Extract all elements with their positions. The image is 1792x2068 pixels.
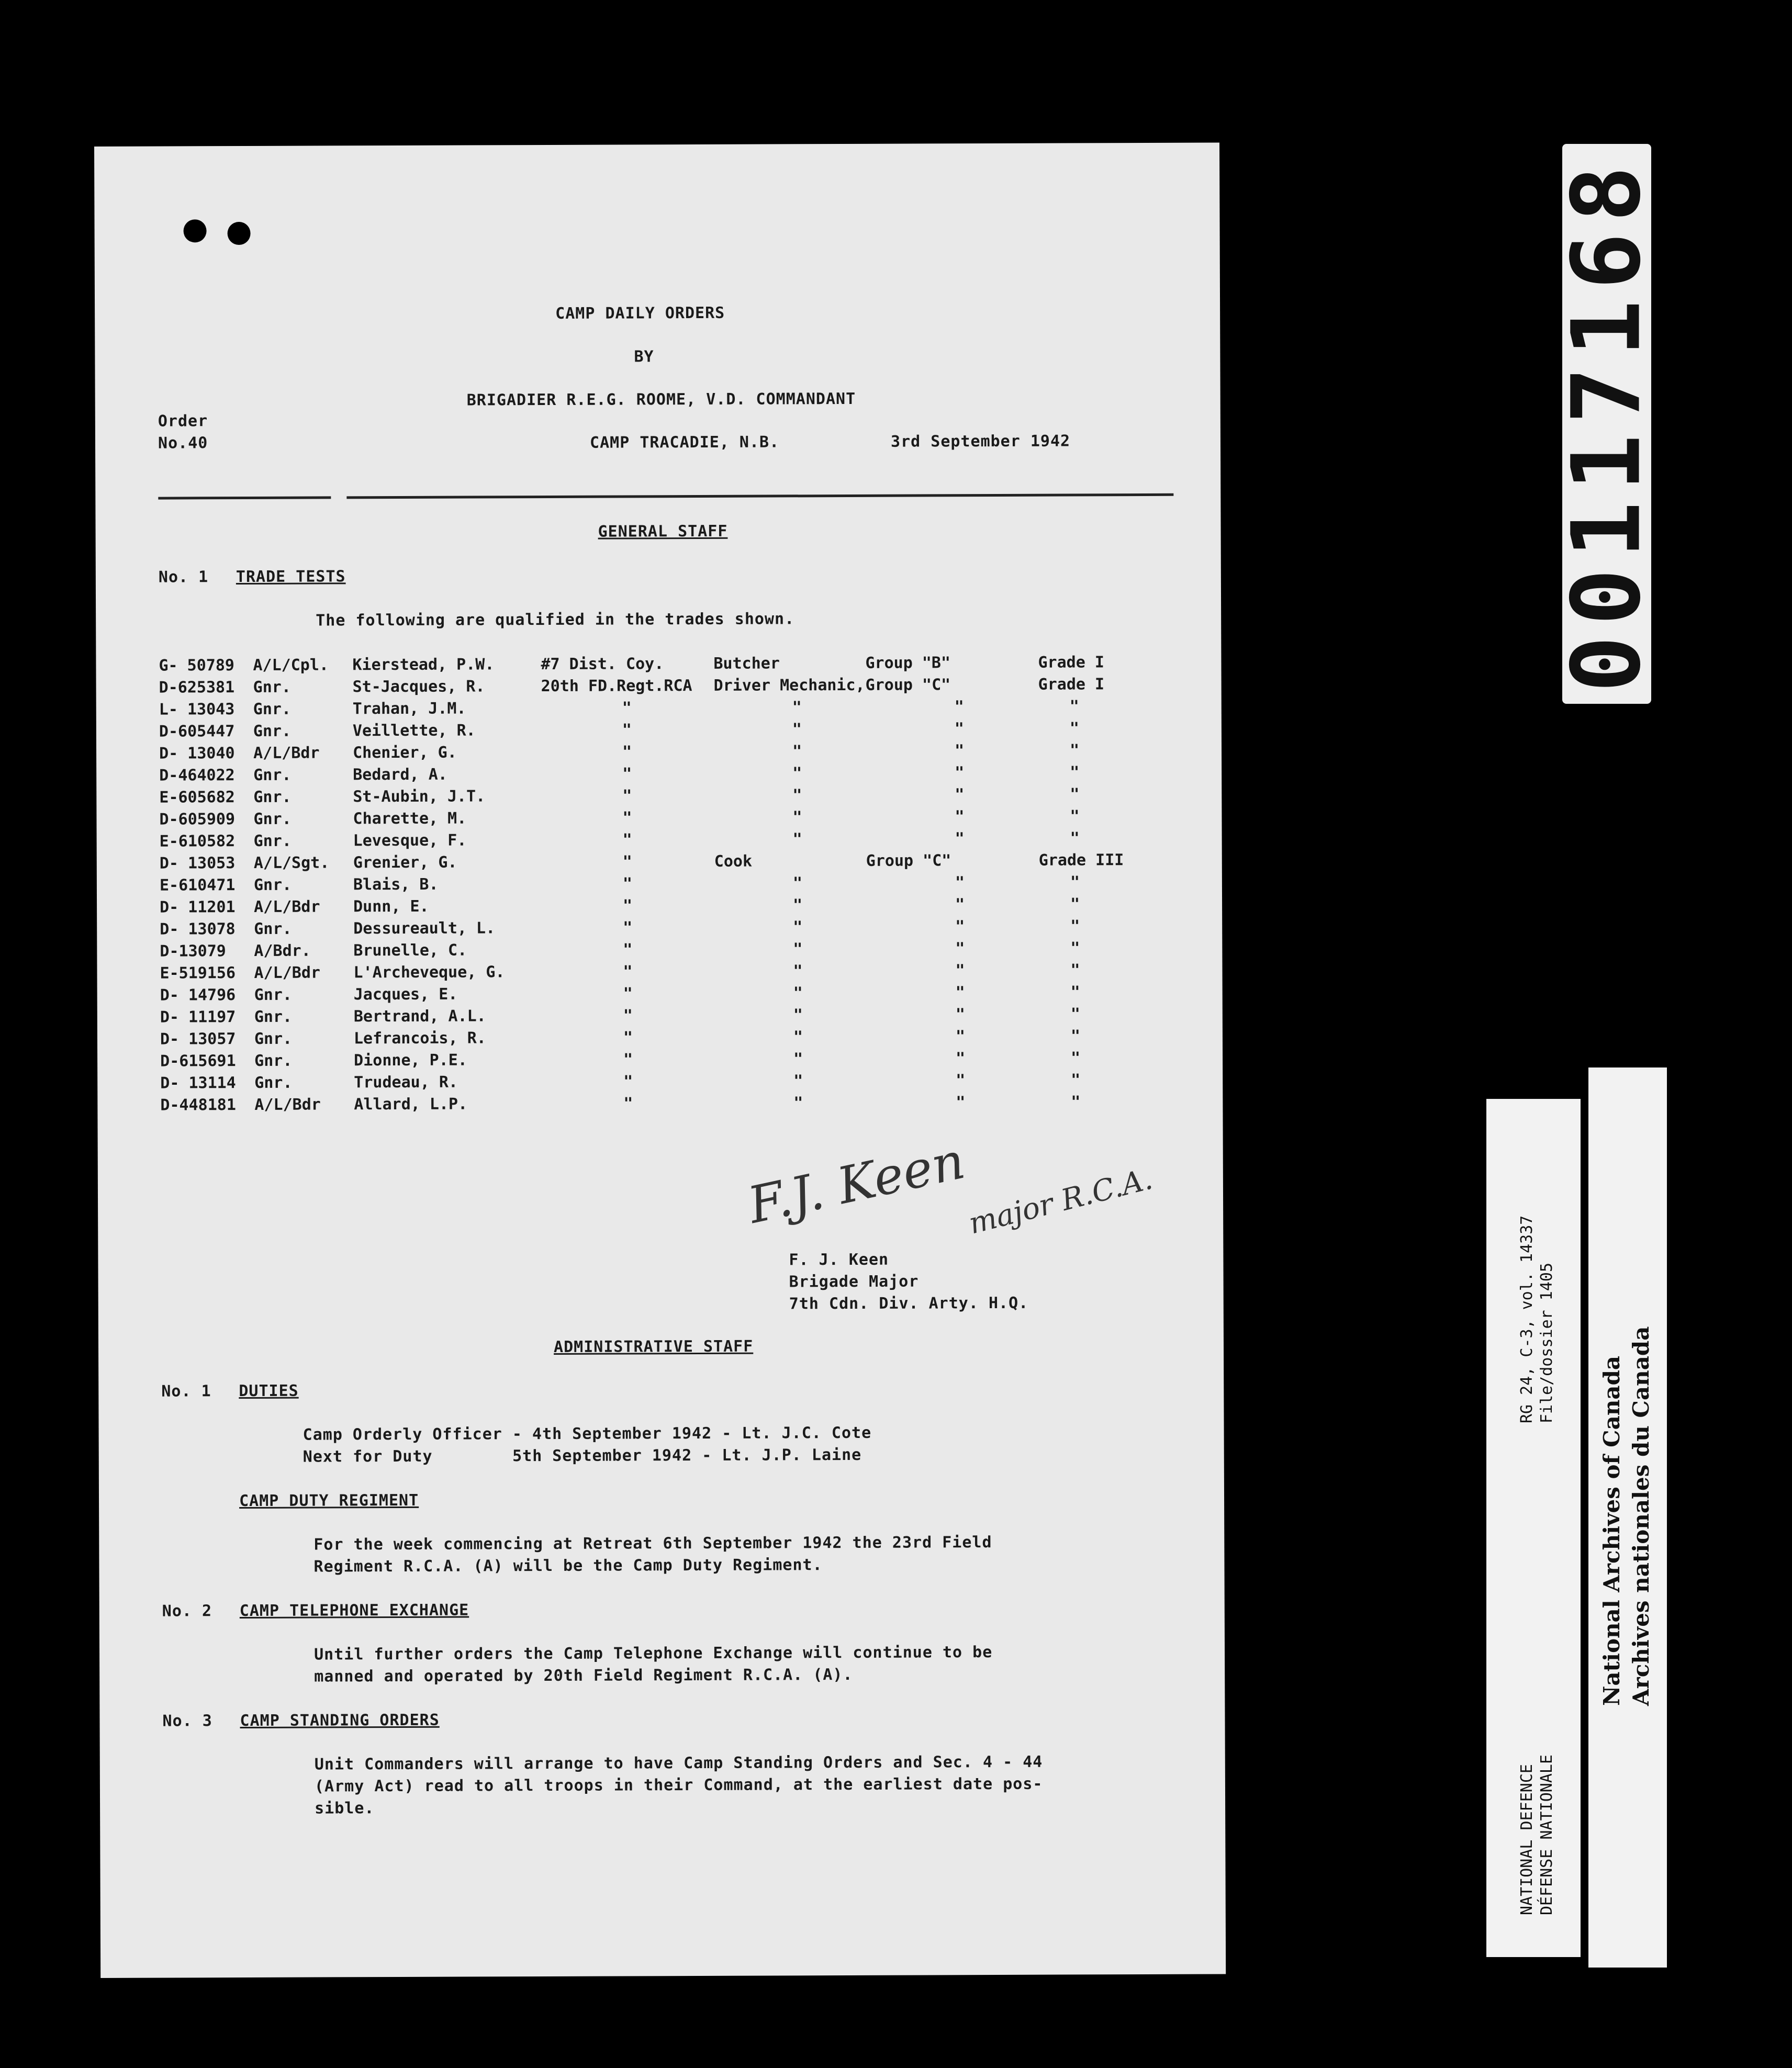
punch-hole — [183, 219, 206, 242]
cell-unit: " — [622, 743, 632, 761]
item-number: No. 1 — [161, 1382, 211, 1401]
cell-grade: " — [1070, 1027, 1081, 1046]
item-number: No. 3 — [162, 1712, 212, 1730]
cell-no: D- 13057 — [160, 1030, 236, 1049]
cell-name: St-Jacques, R. — [352, 677, 485, 696]
table-row — [96, 784, 1222, 810]
cell-unit: " — [623, 1050, 633, 1069]
signatory-unit: 7th Cdn. Div. Arty. H.Q. — [789, 1294, 1029, 1313]
cell-rank: Gnr. — [253, 722, 292, 740]
cell-unit: " — [623, 940, 633, 959]
cell-rank: Gnr. — [253, 788, 292, 806]
table-row — [96, 806, 1222, 831]
archives-label — [1588, 1067, 1667, 1968]
order-number: No.40 — [158, 434, 208, 453]
cell-no: E-610582 — [159, 832, 236, 851]
cell-name: L'Archeveque, G. — [353, 963, 505, 982]
archive-ref: RG 24, C-3, vol. 14337 — [1518, 1215, 1536, 1423]
paragraph-line: manned and operated by 20th Field Regiment R.C.A. (A). — [314, 1665, 853, 1686]
table-row — [97, 916, 1222, 941]
cell-trade: " — [792, 808, 802, 827]
cell-unit: " — [622, 786, 632, 805]
cell-unit: 20th FD.Regt.RCA — [541, 677, 692, 696]
archive-file: File/dossier 1405 — [1538, 1262, 1556, 1423]
cell-unit: " — [622, 699, 632, 717]
order-title: CAMP DAILY ORDERS — [555, 304, 725, 323]
cell-trade: " — [792, 874, 803, 893]
cell-no: D- 13053 — [159, 854, 236, 873]
cell-unit: " — [622, 852, 632, 871]
cell-group: " — [954, 698, 964, 716]
cell-no: E-519156 — [160, 964, 236, 983]
cell-name: Chenier, G. — [352, 743, 457, 762]
cell-group: " — [955, 763, 965, 782]
duty-line: Next for Duty 5th September 1942 - Lt. J.P. Laine — [303, 1445, 862, 1466]
cell-no: E-605682 — [159, 788, 235, 807]
cell-grade: Grade I — [1038, 675, 1105, 694]
cell-name: Allard, L.P. — [354, 1095, 468, 1114]
cell-group: " — [955, 807, 965, 826]
cell-trade: " — [792, 764, 802, 783]
cell-group: Group "B" — [865, 654, 951, 672]
cell-no: G- 50789 — [159, 656, 235, 675]
cell-grade: " — [1070, 961, 1080, 980]
cell-unit: " — [623, 1072, 633, 1091]
archive-reference-label — [1486, 1099, 1581, 1957]
cell-grade: " — [1069, 741, 1080, 760]
camp-duty-regiment-title: CAMP DUTY REGIMENT — [239, 1491, 419, 1511]
cell-grade: " — [1069, 697, 1079, 716]
order-by: BY — [634, 347, 654, 366]
cell-no: D-605447 — [159, 722, 235, 741]
cell-trade: " — [793, 940, 803, 959]
cell-rank: Gnr. — [254, 985, 292, 1004]
cell-no: E-610471 — [159, 876, 236, 895]
camp-location: CAMP TRACADIE, N.B. — [589, 433, 780, 452]
cell-trade: " — [793, 918, 803, 937]
cell-grade: Grade I — [1038, 653, 1104, 672]
order-label: Order — [158, 412, 208, 431]
order-date: 3rd September 1942 — [890, 432, 1071, 451]
cell-no: D- 14796 — [160, 986, 236, 1005]
cell-trade: Cook — [714, 852, 753, 871]
trade-tests-title: TRADE TESTS — [236, 567, 346, 587]
table-row — [97, 1070, 1223, 1095]
table-row — [97, 1004, 1223, 1029]
cell-name: Trudeau, R. — [354, 1073, 458, 1092]
cell-group: " — [955, 1005, 965, 1024]
cell-name: Charette, M. — [353, 809, 467, 828]
cell-no: D- 13040 — [159, 744, 235, 763]
table-row — [96, 653, 1221, 678]
cell-rank: Gnr. — [253, 700, 292, 718]
cell-trade: Butcher — [713, 654, 780, 673]
cell-trade: " — [793, 1006, 803, 1025]
admin-staff-heading: ADMINISTRATIVE STAFF — [553, 1337, 754, 1356]
cell-rank: Gnr. — [254, 1051, 293, 1070]
cell-grade: " — [1070, 785, 1080, 804]
cell-name: Veillette, R. — [352, 721, 476, 740]
cell-unit: " — [623, 896, 633, 915]
cell-grade: " — [1070, 917, 1080, 936]
cell-no: D-605909 — [159, 810, 236, 829]
cell-group: Group "C" — [866, 851, 951, 870]
cell-no: D-448181 — [160, 1096, 236, 1115]
cell-no: D-464022 — [159, 766, 235, 785]
cell-grade: " — [1070, 873, 1080, 892]
handwritten-rank: major R.C.A. — [965, 1162, 1156, 1241]
table-row — [96, 762, 1222, 788]
table-row — [96, 696, 1222, 722]
table-row — [96, 718, 1222, 744]
header-rule-right — [346, 493, 1173, 499]
cell-trade: " — [793, 1072, 803, 1091]
cell-group: " — [954, 720, 965, 738]
cell-group: Group "C" — [865, 676, 951, 694]
cell-grade: " — [1071, 1071, 1081, 1089]
cell-group: " — [955, 829, 965, 848]
cell-rank: A/L/Bdr — [254, 897, 320, 916]
cell-no: D-625381 — [159, 678, 235, 697]
cell-grade: " — [1071, 1093, 1081, 1111]
table-row — [97, 872, 1222, 897]
cell-name: Lefrancois, R. — [353, 1029, 486, 1048]
cell-name: Kierstead, P.W. — [352, 655, 495, 675]
cell-grade: " — [1070, 807, 1080, 826]
cell-grade: " — [1071, 1049, 1081, 1067]
cell-grade: " — [1070, 763, 1080, 782]
cell-rank: Gnr. — [253, 831, 292, 850]
cell-unit: " — [623, 1028, 633, 1047]
cell-trade: " — [792, 742, 802, 761]
table-row — [96, 740, 1222, 766]
cell-name: Blais, B. — [353, 875, 439, 894]
department-fr: DÉFENSE NATIONALE — [1538, 1754, 1556, 1915]
cell-group: " — [955, 983, 965, 1002]
signatory-name: F. J. Keen — [789, 1250, 889, 1269]
cell-trade: " — [793, 896, 803, 915]
cell-rank: A/L/Bdr — [253, 744, 320, 762]
cell-trade: " — [792, 830, 802, 849]
cell-trade: " — [792, 698, 802, 717]
cell-unit: " — [622, 874, 633, 893]
cell-group: " — [956, 1049, 966, 1068]
cell-trade: " — [792, 786, 802, 805]
cell-unit: " — [623, 962, 633, 981]
cell-group: " — [955, 785, 965, 804]
cell-rank: A/Bdr. — [254, 941, 311, 960]
cell-name: Dunn, E. — [353, 897, 429, 916]
cell-trade: " — [793, 962, 803, 981]
department-en: NATIONAL DEFENCE — [1518, 1764, 1536, 1915]
cell-name: Brunelle, C. — [353, 941, 467, 960]
table-row — [97, 828, 1222, 853]
cell-name: Dessureault, L. — [353, 919, 496, 938]
cell-trade: Driver Mechanic, — [713, 676, 865, 695]
archive-stamp-number — [1552, 144, 1662, 704]
cell-unit: " — [622, 830, 632, 849]
cell-group: " — [955, 939, 965, 958]
cell-no: D- 11201 — [160, 898, 236, 917]
cell-name: Levesque, F. — [353, 831, 467, 850]
cell-name: Grenier, G. — [353, 853, 457, 872]
handwritten-signature: F.J. Keen — [743, 1131, 970, 1235]
cell-unit: " — [622, 721, 632, 739]
header-rule-left — [158, 496, 331, 499]
cell-rank: A/L/Cpl. — [253, 656, 329, 675]
cell-group: " — [955, 961, 965, 980]
paragraph-line: (Army Act) read to all troops in their Command, at the earliest date pos- — [314, 1774, 1043, 1796]
cell-no: D- 11197 — [160, 1008, 236, 1027]
document-page — [94, 142, 1226, 1977]
cell-rank: Gnr. — [253, 875, 292, 894]
cell-rank: A/L/Sgt. — [253, 853, 330, 872]
cell-group: " — [955, 917, 965, 936]
cell-rank: Gnr. — [253, 678, 291, 696]
table-row — [97, 894, 1222, 919]
duty-line: Camp Orderly Officer - 4th September 1942 - Lt. J.C. Cote — [303, 1423, 872, 1444]
cell-group: " — [955, 873, 965, 892]
cell-grade: " — [1070, 829, 1080, 848]
trade-tests-intro: The following are qualified in the trades shown. — [316, 610, 795, 630]
cell-no: D- 13078 — [160, 920, 236, 939]
cell-rank: Gnr. — [254, 1073, 293, 1092]
table-row — [97, 960, 1222, 985]
cell-group: " — [956, 1071, 966, 1090]
table-row — [96, 675, 1222, 700]
table-row — [97, 1026, 1223, 1051]
cell-rank: A/L/Bdr — [254, 1095, 321, 1114]
punch-hole — [228, 222, 251, 245]
cell-rank: A/L/Bdr — [254, 963, 321, 982]
cell-no: D-615691 — [160, 1052, 236, 1071]
paragraph-line: sible. — [315, 1799, 375, 1818]
cell-unit: " — [623, 984, 633, 1003]
cell-name: Bedard, A. — [353, 765, 447, 784]
signatory-title: Brigade Major — [789, 1272, 919, 1291]
general-staff-heading: GENERAL STAFF — [598, 522, 728, 541]
table-row — [97, 1092, 1223, 1117]
cell-no: D- 13114 — [160, 1074, 236, 1093]
cell-name: Bertrand, A.L. — [353, 1007, 486, 1026]
cell-name: Jacques, E. — [353, 985, 458, 1004]
commander-line: BRIGADIER R.E.G. ROOME, V.D. COMMANDANT — [466, 389, 856, 410]
cell-grade: " — [1070, 1005, 1080, 1024]
cell-trade: " — [792, 720, 802, 739]
cell-grade: " — [1069, 719, 1080, 738]
cell-trade: " — [793, 1094, 803, 1112]
paragraph-line: For the week commencing at Retreat 6th September 1942 the 23rd Field — [313, 1533, 992, 1554]
table-row — [97, 850, 1222, 875]
cell-group: " — [955, 1027, 966, 1046]
cell-rank: Gnr. — [254, 919, 292, 938]
archives-name-en: National Archives of Canada — [1599, 1355, 1625, 1706]
cell-trade: " — [793, 1028, 803, 1047]
cell-group: " — [956, 1093, 966, 1112]
item-number: No. 2 — [162, 1602, 212, 1621]
cell-grade: " — [1070, 895, 1080, 914]
cell-group: " — [955, 895, 965, 914]
table-row — [97, 1048, 1223, 1073]
cell-rank: Gnr. — [253, 810, 292, 828]
cell-trade: " — [793, 1050, 803, 1069]
duties-title: DUTIES — [239, 1381, 299, 1401]
cell-no: D-13079 — [160, 942, 226, 961]
cell-unit: #7 Dist. Coy. — [541, 655, 664, 674]
cell-no: L- 13043 — [159, 700, 235, 719]
cell-rank: Gnr. — [254, 1007, 293, 1026]
cell-grade: Grade III — [1038, 851, 1124, 870]
archives-name-fr: Archives nationales du Canada — [1628, 1326, 1654, 1706]
paragraph-line: Regiment R.C.A. (A) will be the Camp Duty Regiment. — [313, 1556, 823, 1576]
cell-name: Dionne, P.E. — [354, 1051, 467, 1070]
cell-name: Trahan, J.M. — [352, 699, 466, 718]
cell-unit: " — [622, 808, 632, 827]
cell-rank: Gnr. — [253, 766, 292, 784]
paragraph-line: Unit Commanders will arrange to have Camp Standing Orders and Sec. 4 - 44 — [314, 1752, 1043, 1774]
cell-name: St-Aubin, J.T. — [353, 787, 486, 806]
standing-orders-title: CAMP STANDING ORDERS — [240, 1711, 440, 1730]
cell-unit: " — [622, 765, 632, 783]
cell-group: " — [954, 741, 965, 760]
cell-unit: " — [623, 1006, 633, 1025]
cell-grade: " — [1070, 939, 1080, 958]
cell-unit: " — [623, 1094, 633, 1113]
table-row — [97, 982, 1223, 1007]
cell-rank: Gnr. — [254, 1029, 293, 1048]
cell-unit: " — [623, 918, 633, 937]
cell-grade: " — [1070, 983, 1080, 1002]
telephone-exchange-title: CAMP TELEPHONE EXCHANGE — [239, 1601, 469, 1621]
table-row — [97, 938, 1222, 963]
paragraph-line: Until further orders the Camp Telephone Exchange will continue to be — [314, 1643, 993, 1664]
stamp-number-text: 00117168 — [1552, 155, 1662, 693]
item-number: No. 1 — [158, 568, 209, 587]
cell-trade: " — [793, 984, 803, 1003]
